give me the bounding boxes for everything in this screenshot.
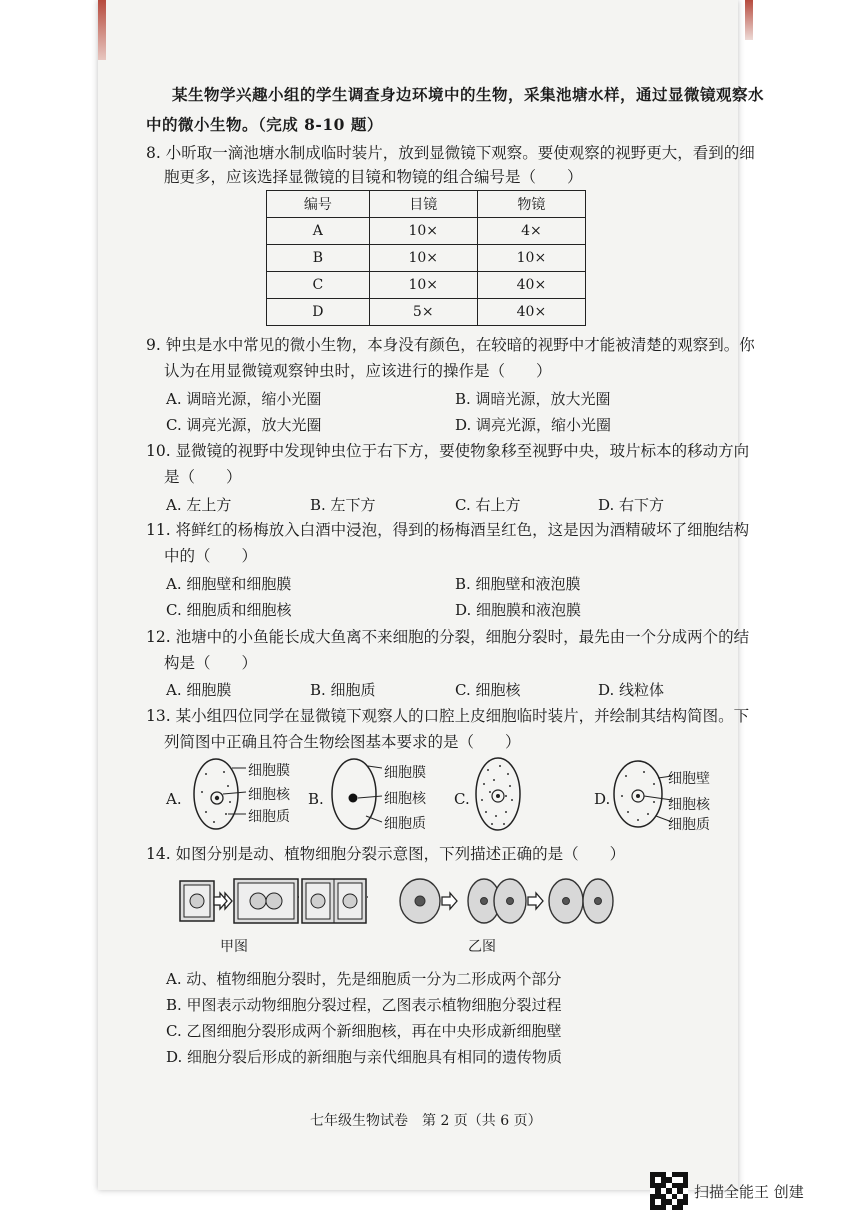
scanner-text: 扫描全能王 创建 — [694, 1182, 804, 1201]
q13-option-b-letter: B. — [308, 790, 324, 808]
q13-a-label-cytoplasm: 细胞质 — [248, 809, 290, 825]
table-header-row — [267, 191, 586, 218]
qr-code-icon — [650, 1172, 688, 1210]
table-header: 物镜 — [477, 191, 585, 218]
table-cell: 10× — [477, 245, 585, 272]
table-row — [267, 299, 586, 326]
q13-d-label-cytoplasm: 细胞质 — [668, 817, 710, 833]
q10-line-2: 是（ ） — [164, 468, 242, 486]
q9-option-a: A. 调暗光源，缩小光圈 — [166, 390, 322, 408]
table-row — [267, 245, 586, 272]
q12-option-a: A. 细胞膜 — [166, 681, 232, 699]
q11-option-a: A. 细胞壁和细胞膜 — [166, 575, 292, 593]
intro-line-2: 中的微小生物。（完成 8-10 题） — [146, 115, 383, 134]
table-cell: 4× — [477, 218, 585, 245]
table-cell: D — [267, 299, 370, 326]
q12-line-2: 构是（ ） — [164, 654, 258, 672]
q11-option-d: D. 细胞膜和液泡膜 — [455, 601, 582, 619]
q13-b-label-membrane: 细胞膜 — [384, 765, 426, 781]
q13-a-label-membrane: 细胞膜 — [248, 763, 290, 779]
q14-option-a: A. 动、植物细胞分裂时，先是细胞质一分为二形成两个部分 — [166, 970, 562, 988]
q8-line-2: 胞更多，应该选择显微镜的目镜和物镜的组合编号是（ ） — [164, 168, 583, 186]
q10-option-d: D. 右下方 — [598, 496, 665, 514]
q9-option-c: C. 调亮光源，放大光圈 — [166, 416, 322, 434]
q10-option-c: C. 右上方 — [455, 496, 521, 514]
q10-line-1: 10. 显微镜的视野中发现钟虫位于右下方，要使物象移至视野中央，玻片标本的移动方向 — [146, 442, 750, 460]
page-footer: 七年级生物试卷 第 2 页（共 6 页） — [310, 1113, 542, 1129]
q11-option-c: C. 细胞质和细胞核 — [166, 601, 292, 619]
q9-option-d: D. 调亮光源，缩小光圈 — [455, 416, 612, 434]
q9-option-b: B. 调暗光源，放大光圈 — [455, 390, 611, 408]
table-cell: 10× — [369, 218, 477, 245]
q14-figure-jia-label: 甲图 — [220, 939, 248, 955]
q9-line-1: 9. 钟虫是水中常见的微小生物，本身没有颜色，在较暗的视野中才能被清楚的观察到。你 — [146, 336, 755, 354]
q13-cell-drawing-c — [470, 752, 540, 832]
q13-d-label-nucleus: 细胞核 — [668, 797, 710, 813]
q13-option-a-letter: A. — [166, 790, 182, 808]
q13-b-label-cytoplasm: 细胞质 — [384, 816, 426, 832]
q14-option-c: C. 乙图细胞分裂形成两个新细胞核，再在中央形成新细胞壁 — [166, 1022, 562, 1040]
table-header: 编号 — [267, 191, 370, 218]
q14-plant-arrows — [174, 873, 374, 933]
q13-option-d-letter: D. — [594, 790, 611, 808]
q9-line-2: 认为在用显微镜观察钟虫时，应该进行的操作是（ ） — [164, 362, 552, 380]
table-cell: A — [267, 218, 370, 245]
q12-option-d: D. 线粒体 — [598, 681, 665, 699]
animal-cell-division — [400, 879, 613, 923]
q13-line-2: 列简图中正确且符合生物绘图基本要求的是（ ） — [164, 733, 521, 751]
table-row — [267, 218, 586, 245]
q14-figure-yi-label: 乙图 — [468, 939, 496, 955]
table-row — [267, 272, 586, 299]
table-cell: 40× — [477, 272, 585, 299]
page-edge-right — [745, 0, 753, 40]
q13-d-label-wall: 细胞壁 — [668, 771, 710, 787]
q11-line-2: 中的（ ） — [164, 547, 258, 565]
q10-option-a: A. 左上方 — [166, 496, 232, 514]
q14-option-b: B. 甲图表示动物细胞分裂过程，乙图表示植物细胞分裂过程 — [166, 996, 562, 1014]
table-cell: 10× — [369, 272, 477, 299]
intro-line-1: 某生物学兴趣小组的学生调查身边环境中的生物，采集池塘水样，通过显微镜观察水 — [172, 85, 765, 104]
q12-line-1: 12. 池塘中的小鱼能长成大鱼离不来细胞的分裂，细胞分裂时，最先由一个分成两个的结 — [146, 628, 750, 646]
table-header: 目镜 — [369, 191, 477, 218]
table-cell: 10× — [369, 245, 477, 272]
q13-b-label-nucleus: 细胞核 — [384, 791, 426, 807]
q11-line-1: 11. 将鲜红的杨梅放入白酒中浸泡，得到的杨梅酒呈红色，这是因为酒精破坏了细胞结构 — [146, 521, 750, 539]
q11-option-b: B. 细胞壁和液泡膜 — [455, 575, 581, 593]
q13-a-label-nucleus: 细胞核 — [248, 787, 290, 803]
q13-line-1: 13. 某小组四位同学在显微镜下观察人的口腔上皮细胞临时装片，并绘制其结构简图。下 — [146, 707, 750, 725]
q8-line-1: 8. 小昕取一滴池塘水制成临时装片，放到显微镜下观察。要使观察的视野更大，看到的细 — [146, 144, 755, 162]
table-cell: 40× — [477, 299, 585, 326]
q10-option-b: B. 左下方 — [310, 496, 376, 514]
table-cell: C — [267, 272, 370, 299]
q13-option-c-letter: C. — [454, 790, 470, 808]
page-edge-left — [98, 0, 106, 60]
q14-line-1: 14. 如图分别是动、植物细胞分裂示意图，下列描述正确的是（ ） — [146, 845, 626, 863]
table-cell: B — [267, 245, 370, 272]
scanner-watermark — [650, 1172, 804, 1210]
table-cell: 5× — [369, 299, 477, 326]
q14-option-d: D. 细胞分裂后形成的新细胞与亲代细胞具有相同的遗传物质 — [166, 1048, 563, 1066]
q12-option-c: C. 细胞核 — [455, 681, 521, 699]
q12-option-b: B. 细胞质 — [310, 681, 376, 699]
lens-table — [266, 190, 586, 326]
